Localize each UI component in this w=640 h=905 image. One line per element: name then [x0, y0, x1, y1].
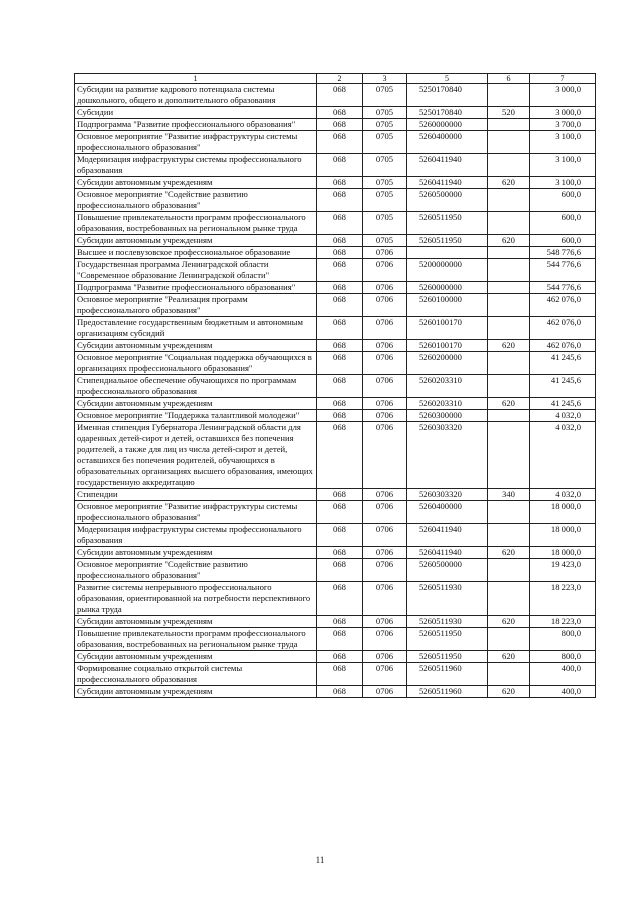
row-section-code-cell: 0706	[363, 651, 407, 663]
row-target-article-cell: 5260511930	[407, 616, 488, 628]
row-name-cell: Субсидии	[75, 107, 317, 119]
row-ministry-code-cell: 068	[317, 410, 363, 422]
row-ministry-code-cell: 068	[317, 340, 363, 352]
row-expense-type-cell: 620	[488, 235, 530, 247]
table-row	[75, 489, 596, 501]
row-target-article-cell: 5260411940	[407, 154, 488, 177]
row-amount-cell: 544 776,6	[530, 259, 596, 282]
row-target-article-cell: 5260411940	[407, 547, 488, 559]
row-ministry-code-cell: 068	[317, 547, 363, 559]
row-target-article-cell: 5250170840	[407, 84, 488, 107]
row-name-cell: Субсидии автономным учреждениям	[75, 340, 317, 352]
row-name-cell: Высшее и послевузовское профессиональное образование	[75, 247, 317, 259]
row-name-cell: Субсидии автономным учреждениям	[75, 651, 317, 663]
row-expense-type-cell	[488, 410, 530, 422]
row-expense-type-cell	[488, 294, 530, 317]
row-expense-type-cell: 620	[488, 547, 530, 559]
row-expense-type-cell	[488, 154, 530, 177]
row-ministry-code-cell: 068	[317, 294, 363, 317]
row-name-cell: Повышение привлекательности программ профессионального образования, востребованных на региональном рынке труда	[75, 212, 317, 235]
table-row	[75, 352, 596, 375]
budget-table-container	[74, 73, 595, 698]
row-target-article-cell: 5260511960	[407, 663, 488, 686]
row-section-code-cell: 0705	[363, 235, 407, 247]
row-expense-type-cell	[488, 524, 530, 547]
row-section-code-cell: 0706	[363, 282, 407, 294]
table-row	[75, 259, 596, 282]
row-amount-cell: 462 076,0	[530, 340, 596, 352]
row-target-article-cell: 5260411940	[407, 524, 488, 547]
row-ministry-code-cell: 068	[317, 651, 363, 663]
row-amount-cell: 18 223,0	[530, 582, 596, 616]
row-section-code-cell: 0706	[363, 501, 407, 524]
row-amount-cell: 18 223,0	[530, 616, 596, 628]
table-row	[75, 177, 596, 189]
row-amount-cell: 3 000,0	[530, 84, 596, 107]
row-section-code-cell: 0706	[363, 259, 407, 282]
table-row	[75, 422, 596, 489]
row-target-article-cell: 5260511930	[407, 582, 488, 616]
row-target-article-cell: 5200000000	[407, 259, 488, 282]
row-ministry-code-cell: 068	[317, 582, 363, 616]
row-target-article-cell: 5260511950	[407, 212, 488, 235]
row-ministry-code-cell: 068	[317, 259, 363, 282]
row-expense-type-cell	[488, 422, 530, 489]
row-name-cell: Стипендии	[75, 489, 317, 501]
row-name-cell: Субсидии на развитие кадрового потенциала системы дошкольного, общего и дополнительного образования	[75, 84, 317, 107]
row-name-cell: Развитие системы непрерывного профессионального образования, ориентированной на потребности перспективного рынка труда	[75, 582, 317, 616]
row-name-cell: Повышение привлекательности программ профессионального образования, востребованных на региональном рынке труда	[75, 628, 317, 651]
row-section-code-cell: 0706	[363, 317, 407, 340]
row-ministry-code-cell: 068	[317, 84, 363, 107]
row-target-article-cell: 5260400000	[407, 131, 488, 154]
row-section-code-cell: 0706	[363, 398, 407, 410]
row-ministry-code-cell: 068	[317, 559, 363, 582]
row-target-article-cell: 5260511950	[407, 651, 488, 663]
row-target-article-cell: 5260511960	[407, 686, 488, 698]
row-expense-type-cell: 620	[488, 177, 530, 189]
row-amount-cell: 19 423,0	[530, 559, 596, 582]
row-section-code-cell: 0706	[363, 489, 407, 501]
row-section-code-cell: 0705	[363, 212, 407, 235]
row-name-cell: Основное мероприятие "Развитие инфраструктуры системы профессионального образования"	[75, 501, 317, 524]
row-name-cell: Основное мероприятие "Реализация программ профессионального образования"	[75, 294, 317, 317]
row-name-cell: Субсидии автономным учреждениям	[75, 616, 317, 628]
row-amount-cell: 4 032,0	[530, 489, 596, 501]
row-expense-type-cell: 620	[488, 616, 530, 628]
row-amount-cell: 800,0	[530, 628, 596, 651]
row-name-cell: Субсидии автономным учреждениям	[75, 398, 317, 410]
row-amount-cell: 41 245,6	[530, 375, 596, 398]
row-ministry-code-cell: 068	[317, 375, 363, 398]
row-ministry-code-cell: 068	[317, 489, 363, 501]
row-target-article-cell: 5250170840	[407, 107, 488, 119]
row-amount-cell: 400,0	[530, 663, 596, 686]
row-section-code-cell: 0706	[363, 547, 407, 559]
row-amount-cell: 548 776,6	[530, 247, 596, 259]
row-expense-type-cell	[488, 259, 530, 282]
row-ministry-code-cell: 068	[317, 501, 363, 524]
row-amount-cell: 600,0	[530, 189, 596, 212]
row-name-cell: Субсидии автономным учреждениям	[75, 547, 317, 559]
table-row	[75, 375, 596, 398]
row-target-article-cell: 5260500000	[407, 559, 488, 582]
row-section-code-cell: 0706	[363, 294, 407, 317]
row-expense-type-cell: 340	[488, 489, 530, 501]
row-amount-cell: 18 000,0	[530, 501, 596, 524]
row-section-code-cell: 0706	[363, 582, 407, 616]
row-name-cell: Субсидии автономным учреждениям	[75, 686, 317, 698]
row-expense-type-cell: 620	[488, 340, 530, 352]
row-target-article-cell: 5260303320	[407, 422, 488, 489]
row-expense-type-cell: 620	[488, 651, 530, 663]
row-section-code-cell: 0706	[363, 628, 407, 651]
table-row	[75, 107, 596, 119]
row-target-article-cell: 5260000000	[407, 119, 488, 131]
row-target-article-cell: 5260511950	[407, 235, 488, 247]
row-section-code-cell: 0706	[363, 247, 407, 259]
row-expense-type-cell	[488, 317, 530, 340]
row-expense-type-cell	[488, 212, 530, 235]
row-name-cell: Субсидии автономным учреждениям	[75, 177, 317, 189]
table-row	[75, 154, 596, 177]
table-row	[75, 119, 596, 131]
row-name-cell: Стипендиальное обеспечение обучающихся по программам профессионального образования	[75, 375, 317, 398]
row-amount-cell: 462 076,0	[530, 294, 596, 317]
row-section-code-cell: 0706	[363, 663, 407, 686]
row-amount-cell: 3 100,0	[530, 154, 596, 177]
row-ministry-code-cell: 068	[317, 352, 363, 375]
row-name-cell: Основное мероприятие "Содействие развитию профессионального образования"	[75, 189, 317, 212]
table-row	[75, 410, 596, 422]
table-row	[75, 189, 596, 212]
row-ministry-code-cell: 068	[317, 686, 363, 698]
row-ministry-code-cell: 068	[317, 189, 363, 212]
row-section-code-cell: 0706	[363, 422, 407, 489]
row-expense-type-cell	[488, 375, 530, 398]
budget-table	[74, 73, 596, 698]
row-section-code-cell: 0705	[363, 131, 407, 154]
row-name-cell: Основное мероприятие "Поддержка талантливой молодежи"	[75, 410, 317, 422]
column-header: 5	[407, 74, 488, 84]
row-amount-cell: 600,0	[530, 212, 596, 235]
row-target-article-cell: 5260200000	[407, 352, 488, 375]
row-ministry-code-cell: 068	[317, 154, 363, 177]
row-name-cell: Государственная программа Ленинградской области "Современное образование Ленинградской области"	[75, 259, 317, 282]
table-row	[75, 686, 596, 698]
table-row	[75, 651, 596, 663]
row-amount-cell: 400,0	[530, 686, 596, 698]
row-section-code-cell: 0706	[363, 340, 407, 352]
row-expense-type-cell: 620	[488, 686, 530, 698]
row-target-article-cell: 5260500000	[407, 189, 488, 212]
row-expense-type-cell	[488, 501, 530, 524]
row-section-code-cell: 0706	[363, 616, 407, 628]
row-expense-type-cell	[488, 189, 530, 212]
row-ministry-code-cell: 068	[317, 524, 363, 547]
table-row	[75, 294, 596, 317]
row-amount-cell: 41 245,6	[530, 352, 596, 375]
row-name-cell: Именная стипендия Губернатора Ленинградской области для одаренных детей-сирот и детей, оставшихся без попечения родителей, а также для лиц из числа детей-сирот и детей, оставшихся без попечения родителей, обучающихся в образовательных организациях высшего образования, имеющих государственную аккредитацию	[75, 422, 317, 489]
row-ministry-code-cell: 068	[317, 212, 363, 235]
row-ministry-code-cell: 068	[317, 422, 363, 489]
row-ministry-code-cell: 068	[317, 107, 363, 119]
table-row	[75, 282, 596, 294]
row-expense-type-cell: 620	[488, 398, 530, 410]
table-row	[75, 317, 596, 340]
row-section-code-cell: 0706	[363, 686, 407, 698]
table-row	[75, 501, 596, 524]
row-expense-type-cell	[488, 582, 530, 616]
row-amount-cell: 18 000,0	[530, 547, 596, 559]
row-amount-cell: 3 100,0	[530, 131, 596, 154]
table-row	[75, 663, 596, 686]
row-expense-type-cell	[488, 559, 530, 582]
page-number: 11	[315, 855, 325, 865]
row-amount-cell: 18 000,0	[530, 524, 596, 547]
row-target-article-cell: 5260400000	[407, 501, 488, 524]
row-expense-type-cell	[488, 352, 530, 375]
row-name-cell: Модернизация инфраструктуры системы профессионального образования	[75, 524, 317, 547]
row-ministry-code-cell: 068	[317, 131, 363, 154]
row-target-article-cell: 5260411940	[407, 177, 488, 189]
row-ministry-code-cell: 068	[317, 663, 363, 686]
table-row	[75, 235, 596, 247]
row-expense-type-cell: 520	[488, 107, 530, 119]
table-row	[75, 247, 596, 259]
row-ministry-code-cell: 068	[317, 616, 363, 628]
table-row	[75, 582, 596, 616]
row-amount-cell: 41 245,6	[530, 398, 596, 410]
row-target-article-cell: 5260100170	[407, 317, 488, 340]
row-section-code-cell: 0706	[363, 410, 407, 422]
row-expense-type-cell	[488, 131, 530, 154]
row-ministry-code-cell: 068	[317, 628, 363, 651]
row-name-cell: Подпрограмма "Развитие профессионального образования"	[75, 282, 317, 294]
row-name-cell: Модернизация инфраструктуры системы профессионального образования	[75, 154, 317, 177]
row-ministry-code-cell: 068	[317, 119, 363, 131]
table-row	[75, 131, 596, 154]
row-section-code-cell: 0706	[363, 375, 407, 398]
row-amount-cell: 800,0	[530, 651, 596, 663]
row-section-code-cell: 0706	[363, 524, 407, 547]
row-section-code-cell: 0706	[363, 352, 407, 375]
row-amount-cell: 544 776,6	[530, 282, 596, 294]
row-name-cell: Основное мероприятие "Развитие инфраструктуры системы профессионального образования"	[75, 131, 317, 154]
row-section-code-cell: 0705	[363, 177, 407, 189]
row-section-code-cell: 0705	[363, 107, 407, 119]
table-row	[75, 616, 596, 628]
row-amount-cell: 4 032,0	[530, 410, 596, 422]
table-row	[75, 628, 596, 651]
row-expense-type-cell	[488, 282, 530, 294]
row-target-article-cell: 5260100170	[407, 340, 488, 352]
row-expense-type-cell	[488, 119, 530, 131]
table-row	[75, 547, 596, 559]
row-expense-type-cell	[488, 84, 530, 107]
row-expense-type-cell	[488, 247, 530, 259]
row-name-cell: Основное мероприятие "Социальная поддержка обучающихся в организациях профессионального образования"	[75, 352, 317, 375]
row-name-cell: Формирование социально открытой системы профессионального образования	[75, 663, 317, 686]
row-target-article-cell: 5260203310	[407, 398, 488, 410]
row-ministry-code-cell: 068	[317, 235, 363, 247]
row-target-article-cell: 5260303320	[407, 489, 488, 501]
column-header: 1	[75, 74, 317, 84]
row-name-cell: Основное мероприятие "Содействие развитию профессионального образования"	[75, 559, 317, 582]
row-target-article-cell	[407, 247, 488, 259]
row-amount-cell: 600,0	[530, 235, 596, 247]
column-header: 7	[530, 74, 596, 84]
row-name-cell: Субсидии автономным учреждениям	[75, 235, 317, 247]
row-target-article-cell: 5260203310	[407, 375, 488, 398]
table-row	[75, 559, 596, 582]
row-amount-cell: 4 032,0	[530, 422, 596, 489]
row-target-article-cell: 5260000000	[407, 282, 488, 294]
row-section-code-cell: 0705	[363, 189, 407, 212]
row-section-code-cell: 0706	[363, 559, 407, 582]
row-name-cell: Предоставление государственным бюджетным и автономным организациям субсидий	[75, 317, 317, 340]
table-row	[75, 84, 596, 107]
row-target-article-cell: 5260100000	[407, 294, 488, 317]
table-header-row	[75, 74, 596, 84]
row-amount-cell: 3 700,0	[530, 119, 596, 131]
row-expense-type-cell	[488, 663, 530, 686]
table-row	[75, 212, 596, 235]
row-ministry-code-cell: 068	[317, 247, 363, 259]
row-section-code-cell: 0705	[363, 119, 407, 131]
row-amount-cell: 3 100,0	[530, 177, 596, 189]
table-row	[75, 524, 596, 547]
row-ministry-code-cell: 068	[317, 398, 363, 410]
row-section-code-cell: 0705	[363, 84, 407, 107]
column-header: 2	[317, 74, 363, 84]
table-row	[75, 340, 596, 352]
row-section-code-cell: 0705	[363, 154, 407, 177]
row-ministry-code-cell: 068	[317, 282, 363, 294]
row-expense-type-cell	[488, 628, 530, 651]
row-ministry-code-cell: 068	[317, 317, 363, 340]
row-name-cell: Подпрограмма "Развитие профессионального образования"	[75, 119, 317, 131]
row-amount-cell: 462 076,0	[530, 317, 596, 340]
column-header: 6	[488, 74, 530, 84]
row-target-article-cell: 5260300000	[407, 410, 488, 422]
table-row	[75, 398, 596, 410]
row-ministry-code-cell: 068	[317, 177, 363, 189]
row-amount-cell: 3 000,0	[530, 107, 596, 119]
column-header: 3	[363, 74, 407, 84]
row-target-article-cell: 5260511950	[407, 628, 488, 651]
